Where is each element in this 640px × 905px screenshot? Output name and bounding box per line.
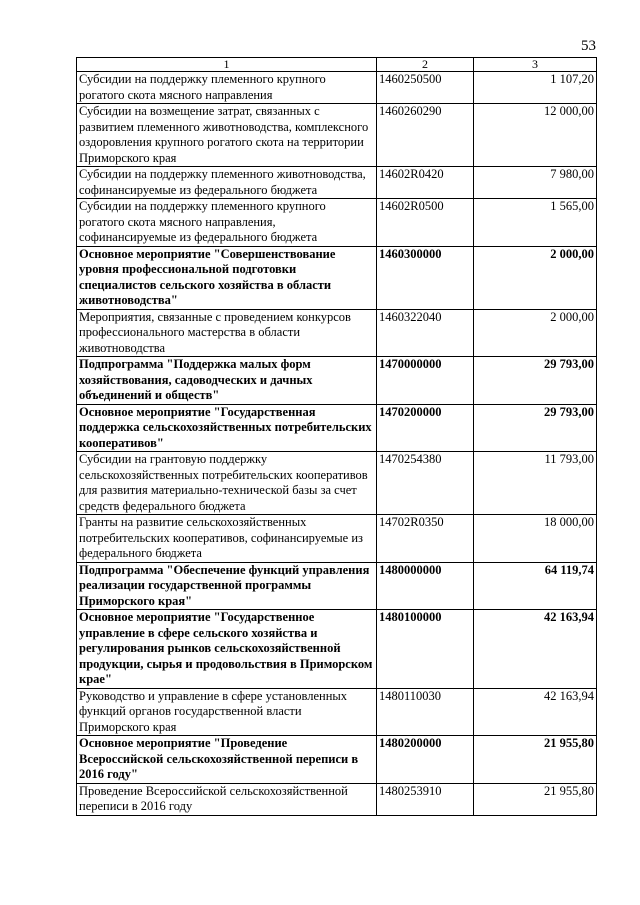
row-code: 1480100000 [377,610,474,689]
row-sum: 42 163,94 [474,610,597,689]
table-row [77,167,597,199]
row-code: 14602R0420 [377,167,474,199]
row-code: 1480000000 [377,562,474,610]
table-row [77,688,597,736]
row-name: Руководство и управление в сфере установленных функций органов государственной власти Приморского края [77,688,377,736]
row-name: Субсидии на поддержку племенного крупного рогатого скота мясного направления [77,72,377,104]
row-code: 1480200000 [377,736,474,784]
row-sum: 21 955,80 [474,783,597,815]
row-code: 1460250500 [377,72,474,104]
row-sum: 2 000,00 [474,246,597,309]
row-name: Субсидии на грантовую поддержку сельскохозяйственных потребительских кооперативов для развития материально-технической базы за счет средств федерального бюджета [77,452,377,515]
header-col-3: 3 [474,58,597,72]
row-code: 1470200000 [377,404,474,452]
row-code: 1480253910 [377,783,474,815]
row-name: Субсидии на поддержку племенного животноводства, софинансируемые из федерального бюджета [77,167,377,199]
row-name: Гранты на развитие сельскохозяйственных потребительских кооперативов, софинансируемые из федерального бюджета [77,515,377,563]
row-sum: 7 980,00 [474,167,597,199]
row-name: Субсидии на возмещение затрат, связанных с развитием племенного животноводства, комплексного оздоровления крупного рогатого скота на территории Приморского края [77,104,377,167]
budget-table [76,57,597,816]
table-row [77,562,597,610]
header-col-1: 1 [77,58,377,72]
table-row [77,72,597,104]
row-name: Проведение Всероссийской сельскохозяйственной переписи в 2016 году [77,783,377,815]
table-row [77,783,597,815]
row-code: 1470000000 [377,357,474,405]
table-row [77,515,597,563]
row-code: 14602R0500 [377,199,474,247]
table-row [77,404,597,452]
row-code: 14702R0350 [377,515,474,563]
row-name: Основное мероприятие "Государственное управление в сфере сельского хозяйства и регулирования рынков сельскохозяйственной продукции, сырья и продовольствия в Приморском крае" [77,610,377,689]
row-sum: 12 000,00 [474,104,597,167]
table-row [77,104,597,167]
row-name: Мероприятия, связанные с проведением конкурсов профессионального мастерства в области животноводства [77,309,377,357]
row-code: 1480110030 [377,688,474,736]
row-sum: 1 565,00 [474,199,597,247]
table-row [77,357,597,405]
row-name: Основное мероприятие "Государственная поддержка сельскохозяйственных потребительских кооперативов" [77,404,377,452]
header-col-2: 2 [377,58,474,72]
row-sum: 21 955,80 [474,736,597,784]
table-row [77,736,597,784]
page-number: 53 [581,38,596,54]
row-name: Основное мероприятие "Проведение Всероссийской сельскохозяйственной переписи в 2016 году" [77,736,377,784]
row-code: 1460322040 [377,309,474,357]
table-row [77,309,597,357]
table-row [77,199,597,247]
table-row [77,246,597,309]
table-row [77,610,597,689]
row-sum: 29 793,00 [474,357,597,405]
header-row [77,58,597,72]
row-sum: 42 163,94 [474,688,597,736]
row-sum: 18 000,00 [474,515,597,563]
row-sum: 29 793,00 [474,404,597,452]
row-sum: 64 119,74 [474,562,597,610]
row-sum: 2 000,00 [474,309,597,357]
row-code: 1460260290 [377,104,474,167]
row-sum: 11 793,00 [474,452,597,515]
table-row [77,452,597,515]
row-name: Субсидии на поддержку племенного крупного рогатого скота мясного направления, софинансируемые из федерального бюджета [77,199,377,247]
row-code: 1460300000 [377,246,474,309]
row-name: Основное мероприятие "Совершенствование уровня профессиональной подготовки специалистов сельского хозяйства в области животноводства" [77,246,377,309]
row-name: Подпрограмма "Обеспечение функций управления реализации государственной программы Приморского края" [77,562,377,610]
row-code: 1470254380 [377,452,474,515]
row-sum: 1 107,20 [474,72,597,104]
row-name: Подпрограмма "Поддержка малых форм хозяйствования, садоводческих и дачных объединений и обществ" [77,357,377,405]
